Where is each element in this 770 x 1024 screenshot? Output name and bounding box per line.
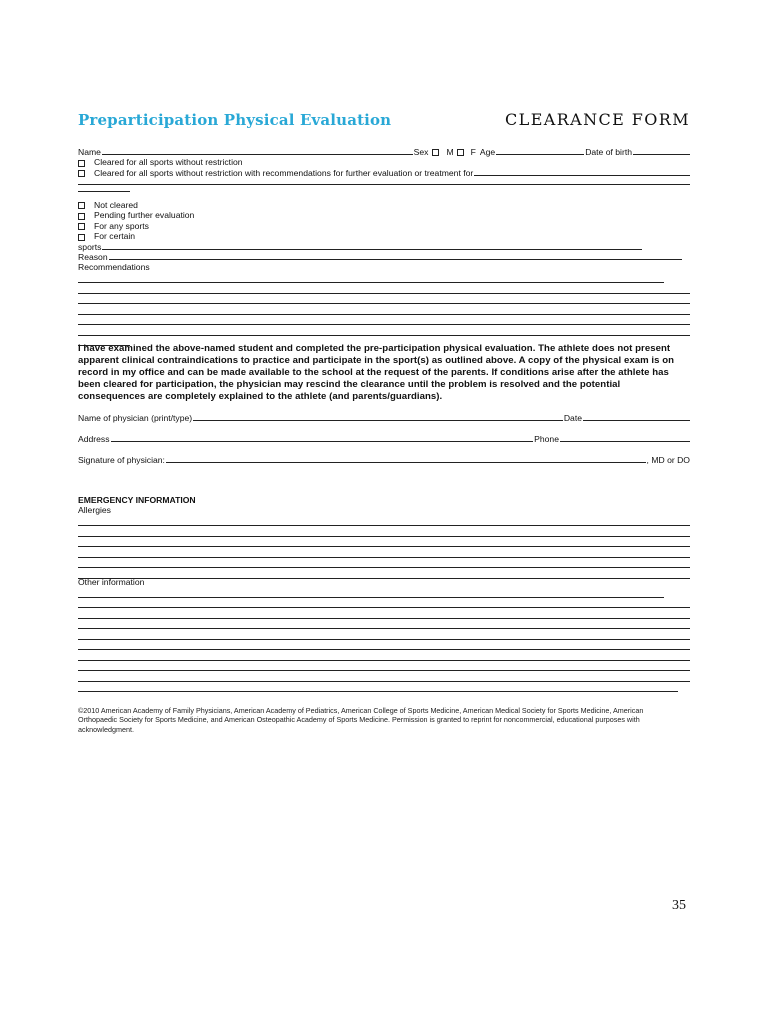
name-field[interactable] bbox=[102, 154, 413, 155]
recommendations-line[interactable] bbox=[78, 335, 690, 336]
copyright-notice: ©2010 American Academy of Family Physicians, American Academy of Pediatrics, American College of Sports Medicine, American Medical Society for Sports Medicine, American Orthopaedic Society for Sports Medicine, and American Osteopathic Academy of Sports Medicine. Permission is granted to reprint for noncommercial, educational purposes with acknowledgment. bbox=[78, 706, 644, 734]
male-label: M bbox=[446, 146, 454, 157]
certain-checkbox[interactable] bbox=[78, 234, 85, 241]
allergies-line[interactable] bbox=[78, 546, 690, 547]
other-information-label: Other information bbox=[78, 576, 145, 587]
form-title bbox=[78, 110, 690, 129]
recommendations-for-field[interactable] bbox=[474, 175, 690, 176]
other-information-line[interactable] bbox=[78, 660, 690, 661]
cleared-all-checkbox[interactable] bbox=[78, 160, 85, 167]
address-field[interactable] bbox=[111, 441, 534, 442]
physician-name-label: Name of physician (print/type) bbox=[78, 412, 193, 423]
any-sports-label: For any sports bbox=[94, 220, 149, 231]
phone-field[interactable] bbox=[560, 441, 690, 442]
date-label: Date bbox=[563, 412, 582, 423]
recommendations-line[interactable] bbox=[78, 303, 690, 304]
signature-field[interactable] bbox=[166, 462, 646, 463]
dob-label: Date of birth bbox=[585, 146, 632, 157]
name-row bbox=[78, 147, 690, 157]
pending-label: Pending further evaluation bbox=[94, 210, 195, 221]
pending-checkbox[interactable] bbox=[78, 213, 85, 220]
page-number: 35 bbox=[672, 898, 686, 913]
allergies-line[interactable] bbox=[78, 536, 690, 537]
option-certain bbox=[78, 231, 690, 241]
signature-label: Signature of physician: bbox=[78, 454, 165, 465]
allergies-line[interactable] bbox=[78, 525, 690, 526]
other-information-line[interactable] bbox=[78, 639, 690, 640]
other-information-line[interactable] bbox=[78, 618, 690, 619]
option-not-cleared bbox=[78, 200, 690, 210]
other-information-line[interactable] bbox=[78, 691, 678, 692]
female-label: F bbox=[470, 146, 476, 157]
option-any-sports bbox=[78, 221, 690, 231]
sports-row bbox=[78, 242, 690, 252]
allergies-line[interactable] bbox=[78, 557, 690, 558]
cleared-all-label: Cleared for all sports without restriction bbox=[94, 157, 243, 168]
patient-info-block bbox=[78, 147, 690, 192]
allergies-lines bbox=[78, 525, 690, 579]
other-information-line[interactable] bbox=[78, 628, 690, 629]
recommendations-continuation-line[interactable] bbox=[78, 184, 690, 185]
recommendations-label-row bbox=[78, 262, 690, 272]
other-information-line[interactable] bbox=[78, 681, 690, 682]
sex-label: Sex bbox=[413, 146, 429, 157]
option-pending bbox=[78, 210, 690, 220]
other-information-line[interactable] bbox=[78, 649, 690, 650]
certain-label: For certain bbox=[94, 231, 136, 242]
sports-field[interactable] bbox=[102, 249, 642, 250]
cleared-recommendations-checkbox[interactable] bbox=[78, 170, 85, 177]
reason-field[interactable] bbox=[109, 259, 682, 260]
address-label: Address bbox=[78, 433, 110, 444]
option-cleared-all bbox=[78, 157, 690, 167]
title-evaluation: Preparticipation Physical Evaluation bbox=[78, 111, 392, 129]
physician-name-field[interactable] bbox=[193, 420, 563, 421]
allergies-label: Allergies bbox=[78, 505, 111, 516]
recommendations-line[interactable] bbox=[78, 293, 690, 294]
signature-row bbox=[78, 455, 690, 465]
option-cleared-recommendations bbox=[78, 168, 690, 178]
reason-label: Reason bbox=[78, 251, 108, 262]
title-clearance-form: CLEARANCE FORM bbox=[505, 110, 690, 129]
physician-statement: I have examined the above-named student and completed the pre-participation physical evaluation. The athlete does not present apparent clinical contraindications to practice and participate in the sport(s) as outlined above. A copy of the physical exam is on record in my office and can be made available to the school at the request of the parents. If conditions arise after the athlete has been cleared for participation, the physician may rescind the clearance until the problem is resolved and the potential consequences are completely explained to the athlete (and parents/guardians). bbox=[78, 343, 675, 402]
not-cleared-checkbox[interactable] bbox=[78, 202, 85, 209]
other-information-lines bbox=[78, 597, 690, 693]
recommendations-line[interactable] bbox=[78, 314, 690, 315]
allergies-line[interactable] bbox=[78, 567, 690, 568]
cleared-recommendations-label: Cleared for all sports without restriction with recommendations for further evaluation or treatment for bbox=[94, 167, 474, 178]
sex-female-checkbox[interactable] bbox=[457, 149, 464, 156]
name-label: Name bbox=[78, 146, 101, 157]
not-cleared-label: Not cleared bbox=[94, 199, 138, 210]
recommendations-label: Recommendations bbox=[78, 262, 150, 273]
date-field[interactable] bbox=[583, 420, 690, 421]
recommendations-lines bbox=[78, 282, 690, 346]
reason-row bbox=[78, 252, 690, 262]
address-row bbox=[78, 434, 690, 444]
emergency-heading: EMERGENCY INFORMATION bbox=[78, 494, 196, 505]
not-cleared-block bbox=[78, 200, 690, 346]
age-label: Age bbox=[479, 146, 496, 157]
recommendations-line[interactable] bbox=[78, 324, 690, 325]
sex-male-checkbox[interactable] bbox=[432, 149, 439, 156]
other-information-line[interactable] bbox=[78, 597, 664, 598]
other-information-line[interactable] bbox=[78, 607, 690, 608]
emergency-block bbox=[78, 495, 690, 579]
other-information-block bbox=[78, 577, 690, 692]
sports-label: sports bbox=[78, 241, 102, 252]
dob-field[interactable] bbox=[633, 154, 690, 155]
physician-name-row bbox=[78, 413, 690, 423]
recommendations-continuation-stub[interactable] bbox=[78, 191, 130, 192]
age-field[interactable] bbox=[496, 154, 584, 155]
phone-label: Phone bbox=[534, 433, 559, 444]
md-do-suffix: , MD or DO bbox=[646, 454, 690, 465]
recommendations-line[interactable] bbox=[78, 282, 664, 283]
other-information-line[interactable] bbox=[78, 670, 690, 671]
any-sports-checkbox[interactable] bbox=[78, 223, 85, 230]
